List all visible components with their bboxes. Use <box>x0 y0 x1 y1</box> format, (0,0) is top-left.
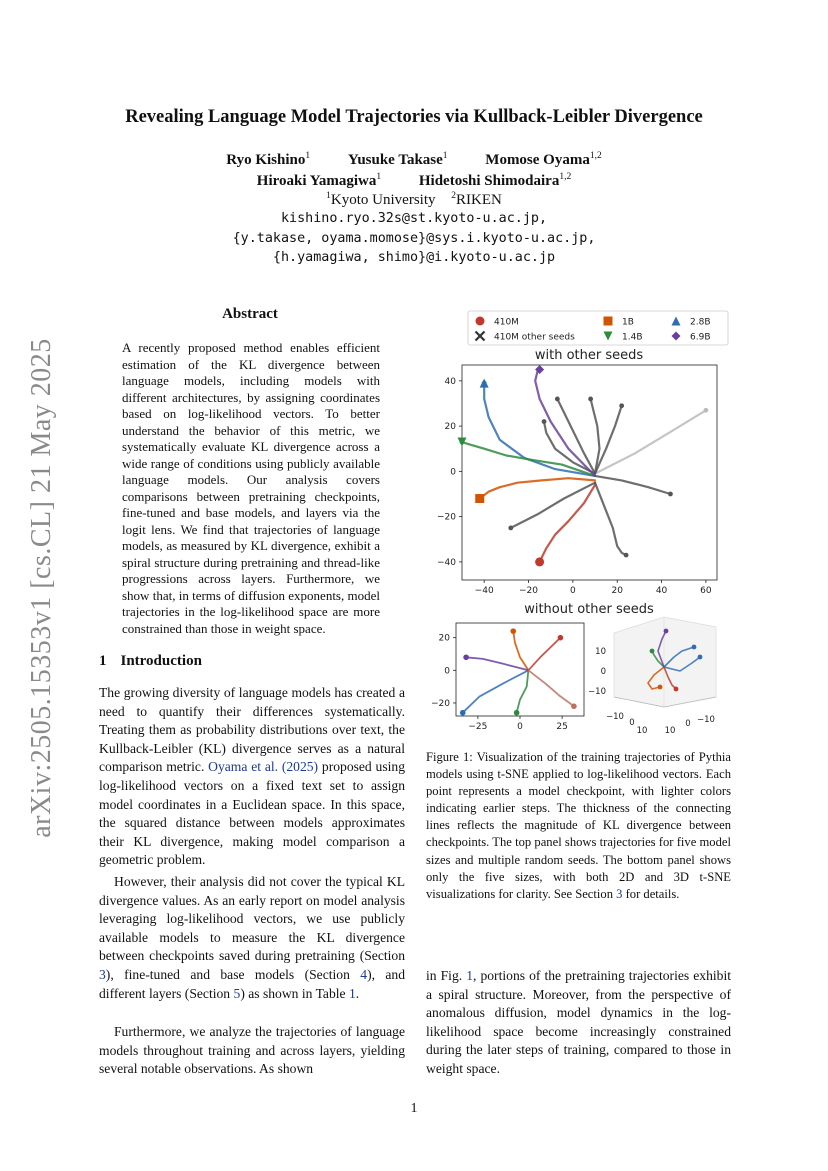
x-tick-label: 25 <box>556 722 568 732</box>
trajectory-3d-endpoint <box>658 685 663 690</box>
trajectory-endpoint <box>463 654 469 660</box>
y-tick-label: 10 <box>664 726 676 736</box>
plot-3d <box>614 617 716 707</box>
y-tick-label: −20 <box>431 698 450 709</box>
intro-paragraph-1: The growing diversity of language models has created a need to quantify their differences systematically. Treating them as probability distributions over text, the Kullback-Leibler (KL) divergence serves as a natural comparison metric. Oyama et al. (2025) proposed using log-likelihood vectors on a fixed text set to assign model coordinates in a Euclidean space. In this space, the squared distance between models approximates their KL divergence, making model comparison a geometric problem. <box>99 685 405 868</box>
x-tick-label: 20 <box>611 586 623 596</box>
legend-label: 1.4B <box>622 332 643 343</box>
x-tick-label: −10 <box>606 712 624 722</box>
series-end-marker <box>535 557 544 566</box>
y-tick-label: 0 <box>450 467 456 478</box>
section-ref-link[interactable]: 5 <box>233 985 241 1001</box>
arxiv-identifier <box>22 337 62 838</box>
trajectory-endpoint <box>624 553 629 558</box>
section-heading <box>99 653 202 670</box>
trajectory-3d-endpoint <box>698 655 703 660</box>
affiliation: $^1$Kyoto University <box>326 191 436 208</box>
figure-1-graphic <box>426 305 736 745</box>
y-tick-label: −40 <box>437 557 456 568</box>
y-tick-label: −20 <box>437 512 456 523</box>
x-tick-label: 0 <box>629 718 635 728</box>
section-ref-link[interactable]: 3 <box>99 966 106 982</box>
x-tick-label: 0 <box>570 586 576 596</box>
trajectory-3d-endpoint <box>692 645 697 650</box>
z-tick-label: 0 <box>600 667 606 677</box>
abstract-text: A recently proposed method enables efficient estimation of the KL divergence between language models, including models with different architectures, by assigning coordinates based on log-likelihood vectors. To better understand the behavior of this metric, we systematically evaluate KL divergence across a wide range of conditions using publicly available language models. Our analysis covers comparisons between pretraining checkpoints, fine-tuned and base models, and layers via the logit lens. We find that trajectories of language models, as measured by KL divergence, exhibit a spiral structure during pretraining and thread-like progressions across layers. Furthermore, we show that, in terms of diffusion exponents, model trajectories in the log-likelihood space are more constrained than those in weight space. <box>122 340 380 636</box>
section-ref-link[interactable]: 4 <box>360 966 368 982</box>
figure-1 <box>426 305 736 745</box>
series-end-marker <box>475 494 484 503</box>
intro-paragraph-3: Furthermore, we analyze the trajectories of language models throughout training and across layers, yielding several notable observations. As shown <box>99 1024 405 1077</box>
figure-ref-link[interactable]: 1 <box>466 968 474 983</box>
trajectory-endpoint <box>510 628 516 634</box>
figure-caption: Figure 1: Visualization of the training trajectories of Pythia models using t-SNE applied to log-likelihood vectors. Each point represents a model checkpoint, with lighter colors indicating earlier steps. The thickness of the connecting lines reflects the magnitude of KL divergence between checkpoints. The top panel shows trajectories for five model sizes and multiple random seeds. The bottom panel shows only the five sizes, with both 2D and 3D t-SNE visualizations for clarity. See Section 3 for details. <box>426 750 731 901</box>
author-line-1 <box>60 151 768 169</box>
x-tick-label: 60 <box>700 586 712 596</box>
trajectory-3d-endpoint <box>664 629 669 634</box>
page-number: 1 <box>410 1101 418 1116</box>
trajectory-endpoint <box>704 408 709 413</box>
abstract-heading: Abstract <box>222 306 278 322</box>
trajectory-3d-endpoint <box>650 649 655 654</box>
y-tick-label: 40 <box>444 376 456 387</box>
x-tick-label: −20 <box>519 586 539 596</box>
trajectory-endpoint <box>588 397 593 402</box>
trajectory-endpoint <box>508 526 513 531</box>
x-tick-label: −25 <box>468 722 488 732</box>
author: Hiroaki Yamagiwa$^1$ <box>256 172 382 189</box>
email: {h.yamagiwa, shimo}@i.kyoto-u.ac.jp <box>272 250 556 265</box>
legend-label: 2.8B <box>690 317 711 328</box>
trajectory-endpoint <box>571 703 577 709</box>
email: {y.takase, oyama.momose}@sys.i.kyoto-u.ac.jp, <box>232 231 596 246</box>
y-tick-label: 0 <box>444 666 450 677</box>
section-title: Introduction <box>120 653 202 669</box>
y-tick-label: −10 <box>697 715 715 725</box>
x-tick-label: 0 <box>517 722 523 732</box>
author: Momose Oyama$^{1,2}$ <box>485 151 602 168</box>
x-tick-label: −40 <box>474 586 494 596</box>
legend-label: 410M <box>494 317 519 328</box>
trajectory-endpoint <box>542 419 547 424</box>
arxiv-identifier-text: arXiv:2505.15353v1 [cs.CL] 21 May 2025 <box>26 337 57 838</box>
legend-label: 410M other seeds <box>494 332 575 343</box>
trajectory-endpoint <box>668 492 673 497</box>
legend-marker <box>476 317 485 326</box>
z-tick-label: −10 <box>588 687 606 697</box>
author: Yusuke Takase$^1$ <box>347 151 448 168</box>
paper-title: Revealing Language Model Trajectories via Kullback-Leibler Divergence <box>125 107 703 127</box>
z-tick-label: 10 <box>595 647 606 657</box>
intro-paragraph-3-continued: in Fig. 1, portions of the pretraining trajectories exhibit a spiral structure. Moreover, from the perspective of anomalous diffusion, model dynamics in the log-likelihood space become increasingly constrained during the later steps of training, compared to those in weight space. <box>426 968 731 1076</box>
section-ref-link[interactable]: 3 <box>616 886 623 901</box>
table-ref-link[interactable]: 1 <box>348 985 356 1001</box>
x-tick-label: 40 <box>655 586 668 596</box>
y-tick-label: 0 <box>685 719 691 729</box>
y-tick-label: 20 <box>444 422 456 433</box>
trajectory-3d-endpoint <box>674 687 679 692</box>
chart-title-bottom: without other seeds <box>524 602 654 617</box>
author: Hidetoshi Shimodaira$^{1,2}$ <box>418 172 572 189</box>
citation-link[interactable]: Oyama et al. (2025) <box>208 759 319 775</box>
y-tick-label: 20 <box>438 633 450 644</box>
legend-label: 1B <box>622 317 634 328</box>
author: Ryo Kishino$^1$ <box>226 151 311 168</box>
affiliations <box>60 191 768 209</box>
trajectory-endpoint <box>460 710 466 716</box>
trajectory-endpoint <box>619 403 624 408</box>
trajectory-endpoint <box>514 710 520 716</box>
intro-paragraph-2: However, their analysis did not cover the typical KL divergence values. As an early report on model analysis leveraging log-likelihood vectors, we use publicly available models to measure the KL divergence between checkpoints saved during pretraining (Section 3), fine-tuned and base models (Section 4), and different layers (Section 5) as shown in Table 1. <box>99 874 406 1001</box>
chart-title-top: with other seeds <box>534 348 644 363</box>
legend-marker <box>604 317 613 326</box>
legend-label: 6.9B <box>690 332 711 343</box>
affiliation: $^2$RIKEN <box>451 191 502 208</box>
section-number: 1 <box>99 653 107 669</box>
email: kishino.ryo.32s@st.kyoto-u.ac.jp, <box>280 211 548 226</box>
trajectory-endpoint <box>558 635 564 641</box>
trajectory-endpoint <box>555 397 560 402</box>
author-line-2 <box>60 172 768 190</box>
x-tick-label: 10 <box>636 726 648 736</box>
